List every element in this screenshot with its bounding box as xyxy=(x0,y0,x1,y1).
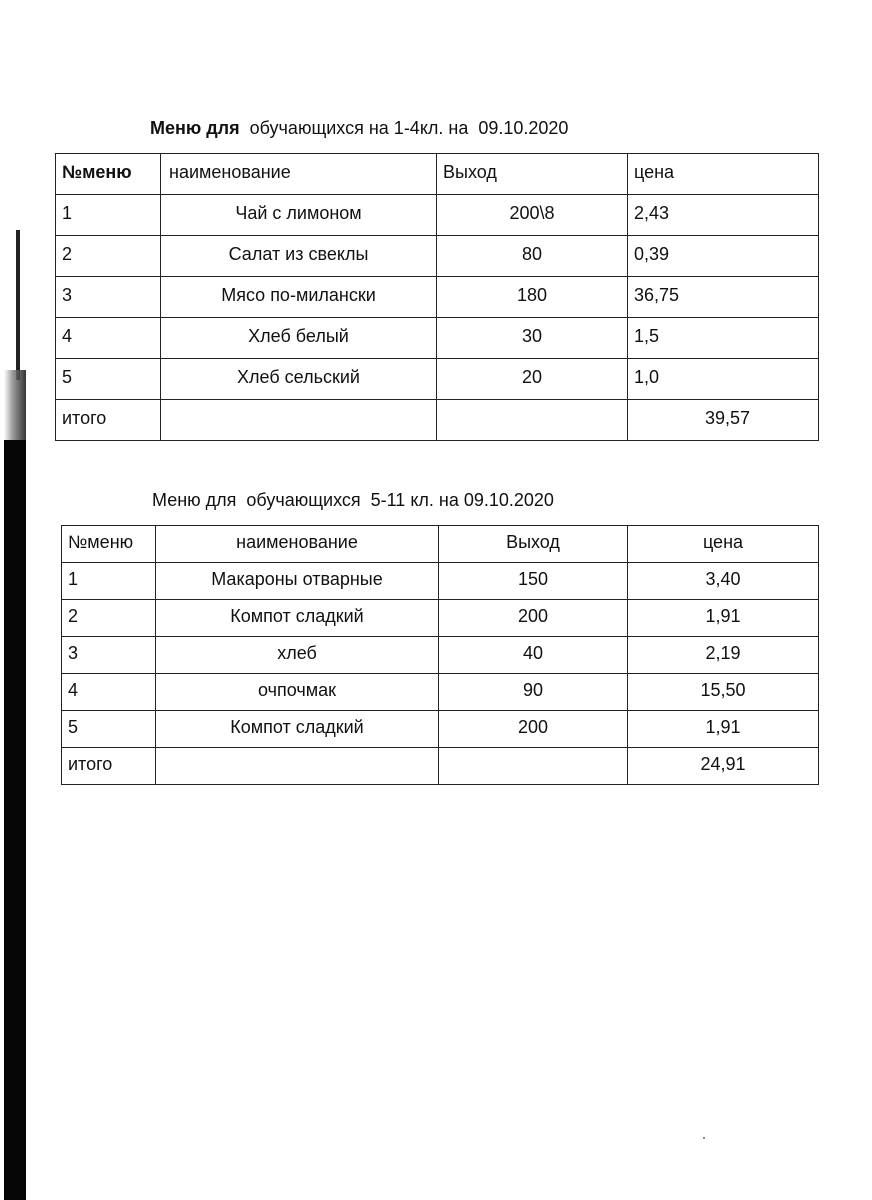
cell-yield: 180 xyxy=(437,277,628,318)
cell-number: 1 xyxy=(56,195,161,236)
header-name: наименование xyxy=(156,526,439,563)
table-row xyxy=(62,600,819,637)
cell-number: 3 xyxy=(62,637,156,674)
total-value: 39,57 xyxy=(628,400,819,441)
cell-yield: 40 xyxy=(439,637,628,674)
cell-name: Макароны отварные xyxy=(156,563,439,600)
cell-price: 36,75 xyxy=(628,277,819,318)
menu1-title-bold: Меню для xyxy=(150,118,240,138)
table-row xyxy=(56,236,819,277)
cell-price: 1,0 xyxy=(628,359,819,400)
table-header-row xyxy=(56,154,819,195)
scan-edge-line xyxy=(16,230,20,380)
cell-yield: 150 xyxy=(439,563,628,600)
empty-cell xyxy=(437,400,628,441)
cell-yield: 200 xyxy=(439,711,628,748)
header-yield: Выход xyxy=(439,526,628,563)
header-price: цена xyxy=(628,526,819,563)
scan-edge-bar xyxy=(4,440,26,1200)
total-label: итого xyxy=(62,748,156,785)
table-row xyxy=(62,674,819,711)
cell-price: 0,39 xyxy=(628,236,819,277)
header-number: №меню xyxy=(62,526,156,563)
cell-price: 15,50 xyxy=(628,674,819,711)
table-total-row xyxy=(56,400,819,441)
cell-price: 2,43 xyxy=(628,195,819,236)
cell-name: Хлеб белый xyxy=(161,318,437,359)
cell-number: 2 xyxy=(56,236,161,277)
total-value: 24,91 xyxy=(628,748,819,785)
cell-number: 4 xyxy=(56,318,161,359)
cell-number: 4 xyxy=(62,674,156,711)
cell-price: 1,5 xyxy=(628,318,819,359)
table-row xyxy=(56,277,819,318)
menu1-title-rest: обучающихся на 1-4кл. на 09.10.2020 xyxy=(239,118,569,138)
empty-cell xyxy=(439,748,628,785)
cell-name: Компот сладкий xyxy=(156,600,439,637)
table-row xyxy=(62,563,819,600)
header-price: цена xyxy=(628,154,819,195)
table-row xyxy=(62,711,819,748)
cell-yield: 30 xyxy=(437,318,628,359)
header-number: №меню xyxy=(56,154,161,195)
table-row xyxy=(56,359,819,400)
cell-yield: 20 xyxy=(437,359,628,400)
cell-number: 3 xyxy=(56,277,161,318)
empty-cell xyxy=(156,748,439,785)
table-row xyxy=(56,318,819,359)
cell-yield: 90 xyxy=(439,674,628,711)
table-total-row xyxy=(62,748,819,785)
header-yield: Выход xyxy=(437,154,628,195)
header-name: наименование xyxy=(161,154,437,195)
cell-name: очпочмак xyxy=(156,674,439,711)
cell-number: 5 xyxy=(56,359,161,400)
cell-number: 1 xyxy=(62,563,156,600)
cell-number: 5 xyxy=(62,711,156,748)
menu2-title: Меню для обучающихся 5-11 кл. на 09.10.2020 xyxy=(152,490,554,510)
scan-edge-shadow xyxy=(0,0,28,1200)
cell-number: 2 xyxy=(62,600,156,637)
empty-cell xyxy=(161,400,437,441)
cell-price: 1,91 xyxy=(628,600,819,637)
cell-name: Хлеб сельский xyxy=(161,359,437,400)
menu2-table xyxy=(61,525,819,785)
total-label: итого xyxy=(56,400,161,441)
cell-yield: 80 xyxy=(437,236,628,277)
cell-name: хлеб xyxy=(156,637,439,674)
cell-yield: 200\8 xyxy=(437,195,628,236)
cell-price: 2,19 xyxy=(628,637,819,674)
cell-price: 1,91 xyxy=(628,711,819,748)
cell-name: Салат из свеклы xyxy=(161,236,437,277)
cell-price: 3,40 xyxy=(628,563,819,600)
table-header-row xyxy=(62,526,819,563)
cell-name: Чай с лимоном xyxy=(161,195,437,236)
scan-speck xyxy=(703,1137,705,1139)
table-row xyxy=(56,195,819,236)
cell-name: Мясо по-милански xyxy=(161,277,437,318)
menu1-table xyxy=(55,153,819,441)
cell-yield: 200 xyxy=(439,600,628,637)
cell-name: Компот сладкий xyxy=(156,711,439,748)
table-row xyxy=(62,637,819,674)
menu1-title xyxy=(150,118,568,139)
